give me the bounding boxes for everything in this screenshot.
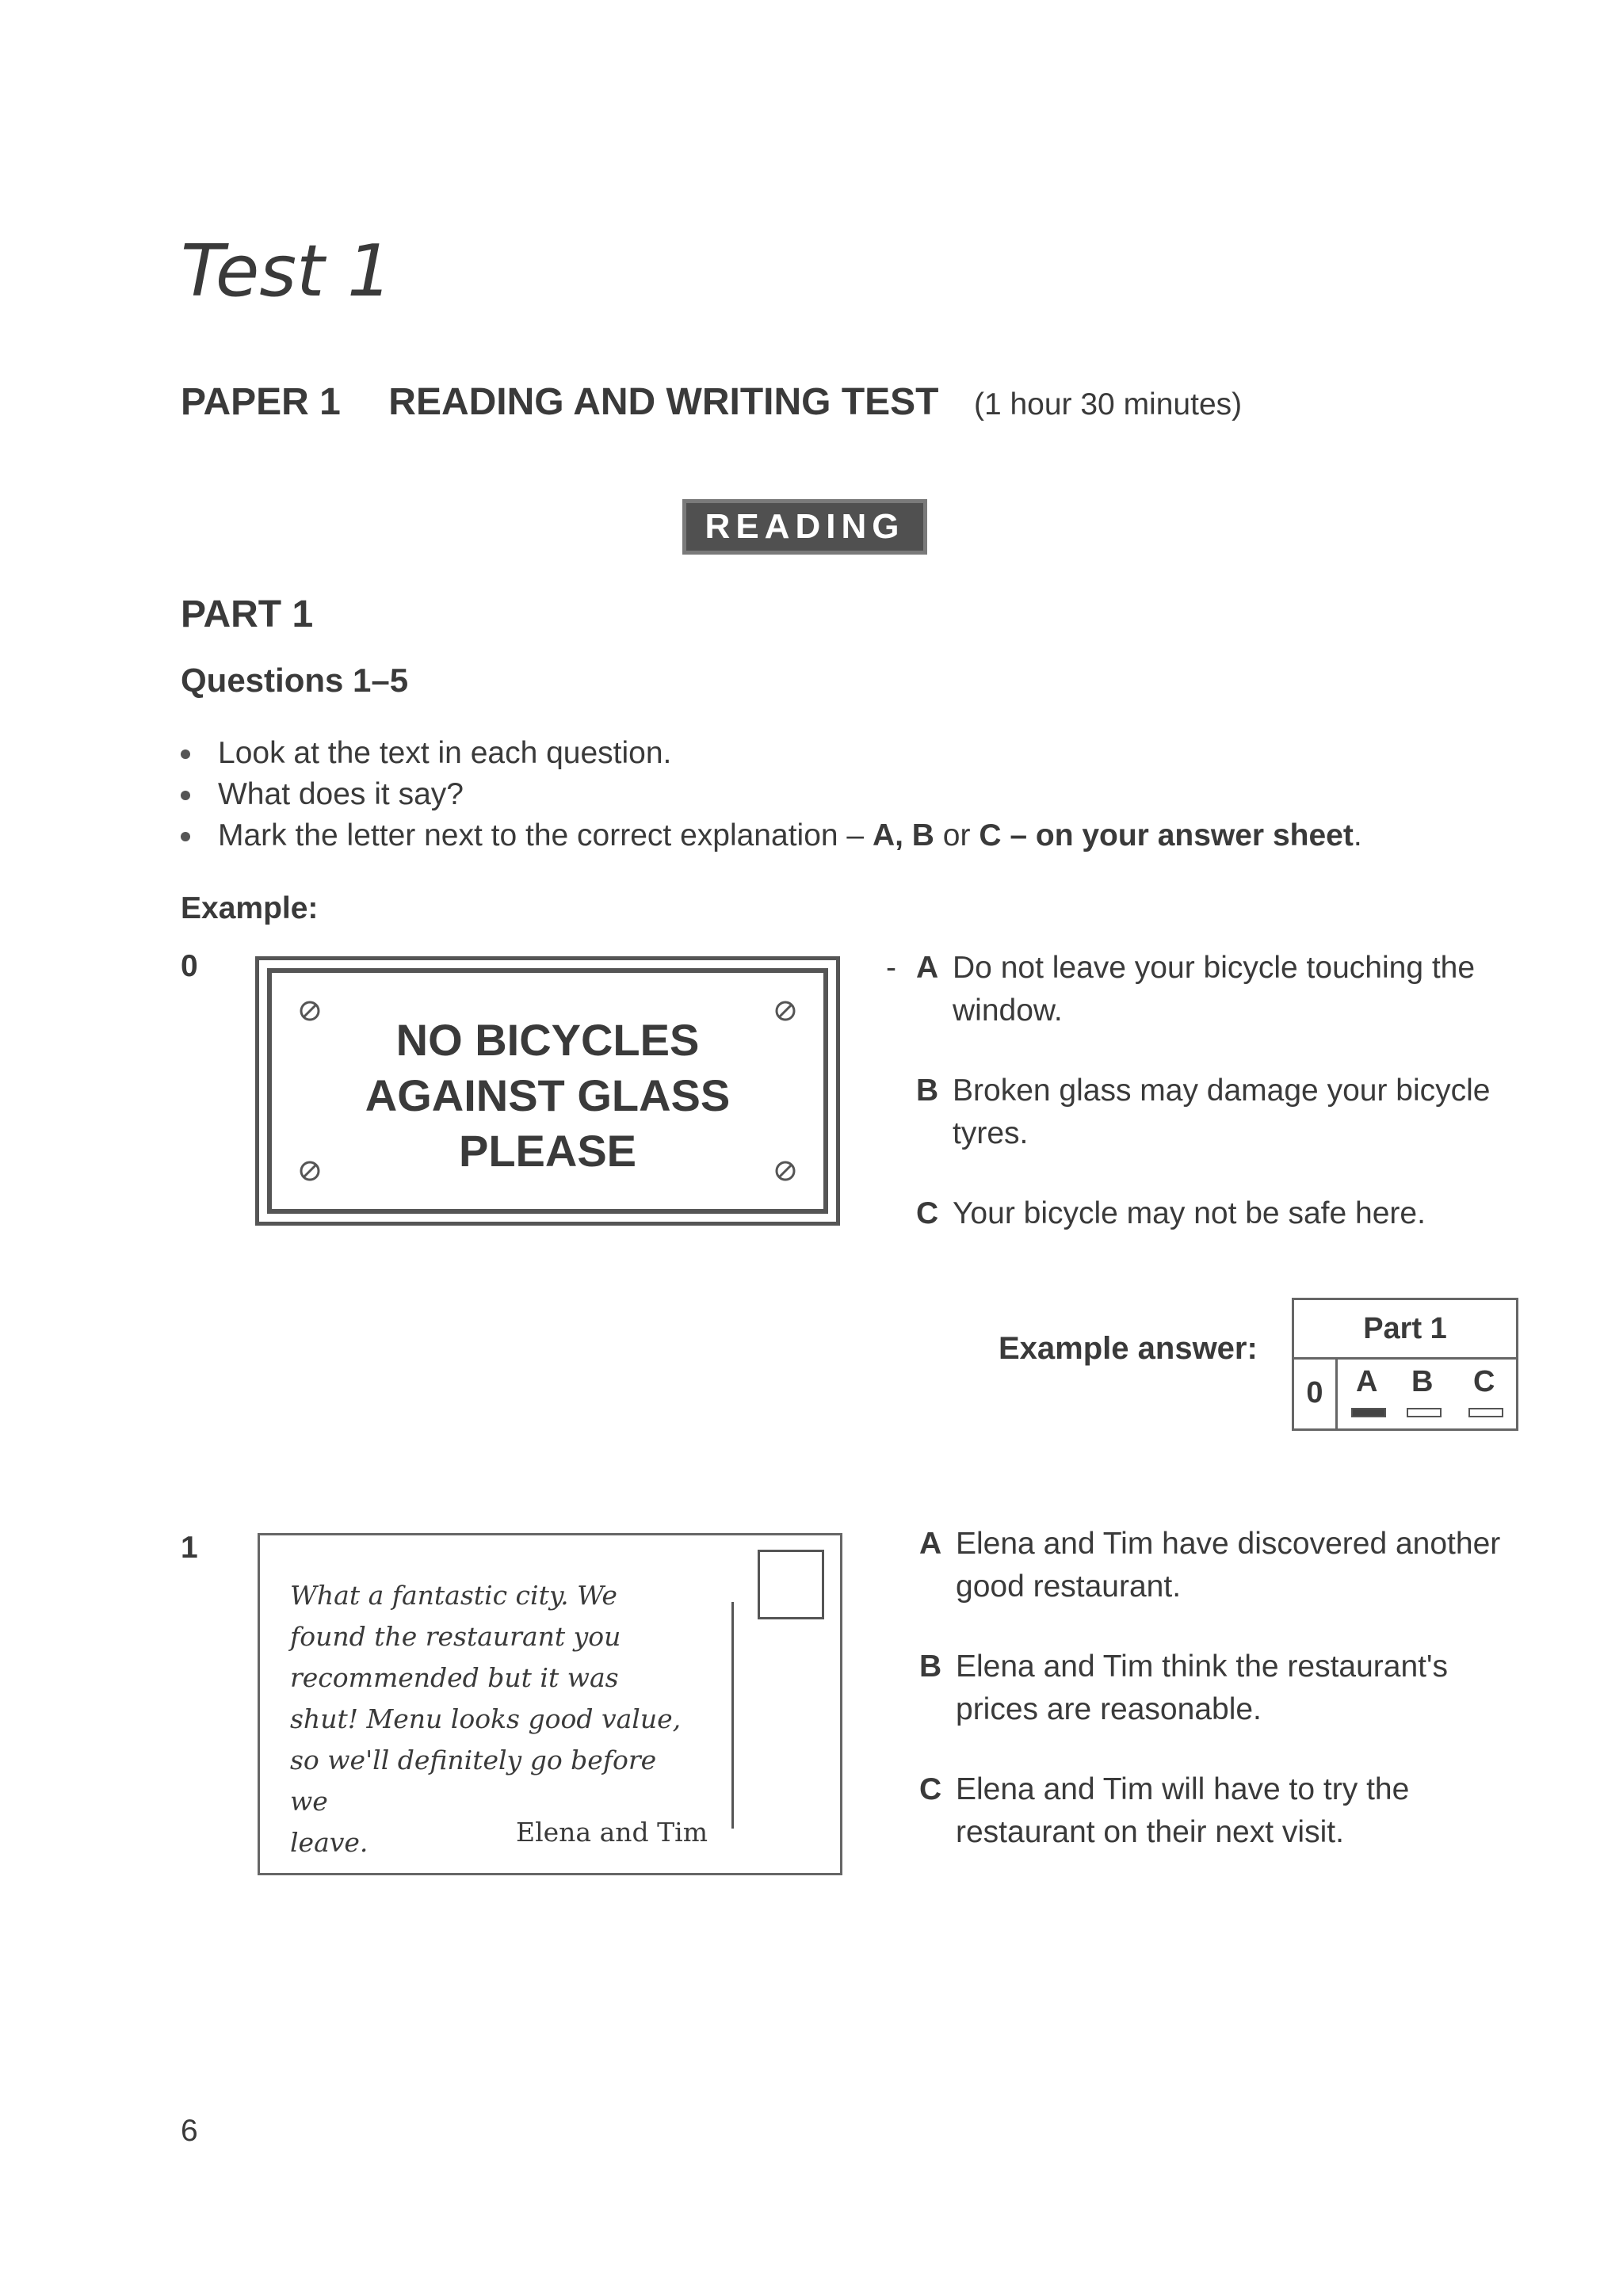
postcard-line: recommended but it was <box>290 1662 619 1693</box>
option-b <box>916 1070 1518 1155</box>
option-text: Elena and Tim think the restaurant's <box>956 1650 1448 1684</box>
answer-mark-b <box>1407 1408 1442 1417</box>
postcard-line: found the restaurant you <box>290 1621 621 1652</box>
option-b <box>919 1646 1522 1731</box>
paper-title: READING AND WRITING TEST <box>388 381 939 423</box>
instruction-emphasis: – on your answer sheet <box>1010 818 1354 852</box>
postcard-divider <box>731 1602 734 1829</box>
instruction-item <box>174 815 1362 856</box>
answer-mark-c <box>1468 1408 1503 1417</box>
sign-line: AGAINST GLASS <box>365 1070 731 1120</box>
sign-inner-border <box>267 968 828 1214</box>
postcard <box>258 1533 842 1875</box>
paper-number: PAPER 1 <box>181 381 341 423</box>
question-number: 1 <box>181 1531 198 1565</box>
instruction-item <box>174 774 1362 815</box>
instruction-letters: C <box>979 818 1002 852</box>
option-text: Your bicycle may not be safe here. <box>953 1196 1426 1230</box>
paper-heading <box>181 380 1242 424</box>
option-text: Elena and Tim have discovered another <box>956 1527 1501 1561</box>
option-letter: B <box>919 1650 942 1684</box>
instruction-text: Look at the text in each question. <box>218 736 672 770</box>
stamp-box <box>758 1550 824 1619</box>
example-answer-box <box>1292 1298 1518 1431</box>
option-text: window. <box>953 994 1063 1028</box>
page-number: 6 <box>181 2114 198 2148</box>
option-text: good restaurant. <box>956 1569 1182 1604</box>
postcard-signature: Elena and Tim <box>516 1817 708 1848</box>
option-text: restaurant on their next visit. <box>956 1815 1344 1849</box>
instruction-text: or <box>942 818 971 852</box>
reading-banner: READING <box>682 499 927 555</box>
option-letter: A <box>919 1527 942 1561</box>
postcard-line: so we'll definitely go before we <box>290 1745 657 1817</box>
option-text: prices are reasonable. <box>956 1692 1262 1726</box>
notice-sign <box>255 956 840 1226</box>
instruction-text: . <box>1353 818 1362 852</box>
example-answer-label: Example answer: <box>999 1331 1258 1366</box>
option-letter: C <box>919 1772 942 1806</box>
answer-letter: C <box>1473 1365 1495 1398</box>
postcard-line: What a fantastic city. We <box>290 1580 617 1611</box>
option-text: tyres. <box>953 1116 1029 1150</box>
instruction-letters: A, B <box>872 818 934 852</box>
test-title: Test 1 <box>181 230 393 313</box>
option-letter: A <box>916 951 939 985</box>
sign-text <box>272 1013 823 1179</box>
option-text: Elena and Tim will have to try the <box>956 1772 1410 1806</box>
option-a <box>916 947 1518 1032</box>
option-c <box>916 1192 1518 1235</box>
option-c <box>919 1768 1522 1854</box>
answer-letter: A <box>1356 1365 1378 1398</box>
example-heading: Example: <box>181 891 319 925</box>
option-letter: C <box>916 1196 939 1230</box>
answer-mark-a <box>1351 1408 1386 1417</box>
example-dash: - <box>886 951 896 985</box>
answer-letter: B <box>1411 1365 1434 1398</box>
instruction-text: Mark the letter next to the correct explanation – <box>218 818 865 852</box>
option-text: Do not leave your bicycle touching the <box>953 951 1476 985</box>
postcard-line: leave. <box>290 1827 369 1858</box>
instruction-text: What does it say? <box>218 777 464 811</box>
option-text: Broken glass may damage your bicycle <box>953 1074 1491 1108</box>
question-number: 0 <box>181 949 198 983</box>
sign-line: PLEASE <box>458 1126 637 1176</box>
instruction-item <box>174 733 1362 774</box>
postcard-line: shut! Menu looks good value, <box>290 1703 682 1734</box>
answer-question-number: 0 <box>1294 1357 1338 1428</box>
paper-duration: (1 hour 30 minutes) <box>973 387 1243 421</box>
questions-heading: Questions 1–5 <box>181 662 409 699</box>
instructions-list <box>174 733 1362 856</box>
answer-part-label: Part 1 <box>1294 1300 1516 1360</box>
option-a <box>919 1523 1522 1608</box>
part-heading: PART 1 <box>181 593 314 635</box>
sign-line: NO BICYCLES <box>395 1015 700 1065</box>
option-letter: B <box>916 1074 939 1108</box>
